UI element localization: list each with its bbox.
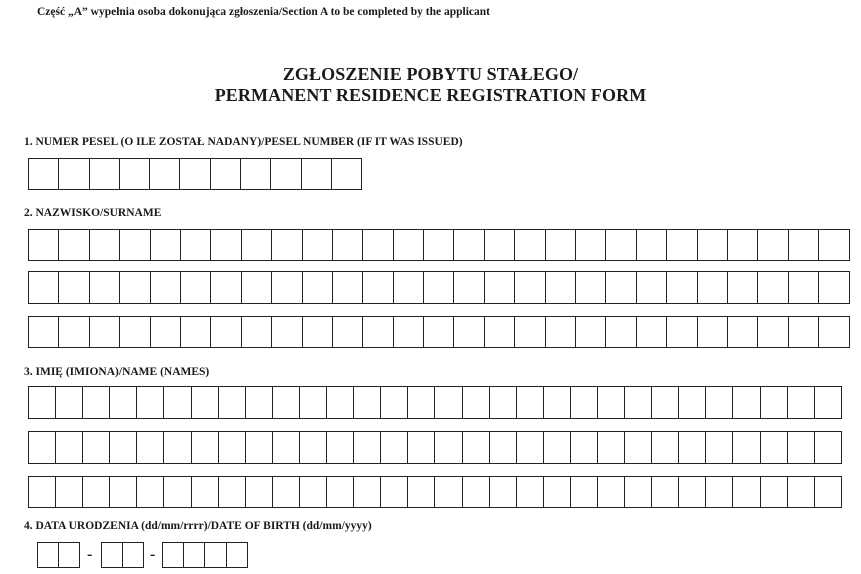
character-box[interactable] — [380, 476, 408, 508]
character-box[interactable] — [516, 431, 544, 464]
form-title-english: PERMANENT RESIDENCE REGISTRATION FORM — [214, 85, 647, 105]
character-box[interactable] — [163, 476, 191, 508]
character-box[interactable] — [241, 229, 272, 261]
character-box[interactable] — [119, 271, 150, 304]
dob-separator-1: - — [87, 546, 93, 563]
character-box[interactable] — [28, 476, 56, 508]
character-box[interactable] — [119, 229, 150, 261]
character-box[interactable] — [727, 316, 758, 348]
character-box[interactable] — [651, 476, 679, 508]
character-box[interactable] — [818, 229, 849, 261]
character-box[interactable] — [575, 229, 606, 261]
character-box[interactable] — [226, 542, 248, 568]
character-box[interactable] — [393, 271, 424, 304]
character-box[interactable] — [302, 229, 333, 261]
character-box[interactable] — [666, 316, 697, 348]
pesel-input-boxes[interactable] — [28, 158, 362, 190]
character-box[interactable] — [299, 476, 327, 508]
character-box[interactable] — [484, 271, 515, 304]
dob-day-boxes[interactable] — [37, 542, 80, 568]
character-box[interactable] — [489, 476, 517, 508]
character-box[interactable] — [150, 229, 181, 261]
character-box[interactable] — [302, 316, 333, 348]
character-box[interactable] — [210, 229, 241, 261]
character-box[interactable] — [58, 229, 89, 261]
character-box[interactable] — [624, 386, 652, 419]
character-box[interactable] — [122, 542, 144, 568]
character-box[interactable] — [678, 476, 706, 508]
character-box[interactable] — [240, 158, 271, 190]
character-box[interactable] — [788, 229, 819, 261]
character-box[interactable] — [241, 316, 272, 348]
character-box[interactable] — [101, 542, 123, 568]
character-box[interactable] — [697, 316, 728, 348]
character-box[interactable] — [818, 316, 849, 348]
character-box[interactable] — [636, 316, 667, 348]
character-box[interactable] — [597, 386, 625, 419]
character-box[interactable] — [353, 476, 381, 508]
character-box[interactable] — [326, 476, 354, 508]
character-box[interactable] — [89, 316, 120, 348]
character-box[interactable] — [58, 316, 89, 348]
dob-year-boxes[interactable] — [162, 542, 248, 568]
character-box[interactable] — [423, 271, 454, 304]
character-box[interactable] — [179, 158, 210, 190]
character-box[interactable] — [204, 542, 226, 568]
character-box[interactable] — [570, 431, 598, 464]
character-box[interactable] — [575, 271, 606, 304]
character-box[interactable] — [55, 386, 83, 419]
character-box[interactable] — [545, 229, 576, 261]
character-box[interactable] — [514, 229, 545, 261]
character-box[interactable] — [271, 316, 302, 348]
character-box[interactable] — [697, 271, 728, 304]
character-box[interactable] — [757, 316, 788, 348]
form-title-polish: ZGŁOSZENIE POBYTU STAŁEGO/ — [282, 64, 579, 84]
character-box[interactable] — [109, 431, 137, 464]
character-box[interactable] — [727, 271, 758, 304]
character-box[interactable] — [666, 271, 697, 304]
character-box[interactable] — [705, 476, 733, 508]
character-box[interactable] — [241, 271, 272, 304]
character-box[interactable] — [271, 271, 302, 304]
character-box[interactable] — [210, 158, 241, 190]
character-box[interactable] — [570, 386, 598, 419]
character-box[interactable] — [136, 431, 164, 464]
character-box[interactable] — [732, 431, 760, 464]
character-box[interactable] — [434, 386, 462, 419]
character-box[interactable] — [109, 386, 137, 419]
character-box[interactable] — [218, 431, 246, 464]
names-input-row-1[interactable] — [28, 386, 842, 419]
character-box[interactable] — [732, 386, 760, 419]
character-box[interactable] — [636, 229, 667, 261]
character-box[interactable] — [666, 229, 697, 261]
pesel-label: 1. NUMER PESEL (O ILE ZOSTAŁ NADANY)/PESEL NUMBER (IF IT WAS ISSUED) — [24, 136, 463, 148]
character-box[interactable] — [302, 271, 333, 304]
character-box[interactable] — [332, 316, 363, 348]
character-box[interactable] — [150, 271, 181, 304]
character-box[interactable] — [332, 229, 363, 261]
character-box[interactable] — [89, 229, 120, 261]
character-box[interactable] — [514, 271, 545, 304]
character-box[interactable] — [605, 229, 636, 261]
character-box[interactable] — [818, 271, 849, 304]
surname-input-row-3[interactable] — [28, 316, 850, 348]
character-box[interactable] — [597, 431, 625, 464]
character-box[interactable] — [624, 431, 652, 464]
character-box[interactable] — [434, 476, 462, 508]
character-box[interactable] — [516, 476, 544, 508]
dob-separator-2: - — [150, 546, 156, 563]
character-box[interactable] — [605, 316, 636, 348]
character-box[interactable] — [163, 431, 191, 464]
character-box[interactable] — [183, 542, 205, 568]
character-box[interactable] — [760, 386, 788, 419]
section-a-note: Część „A” wypełnia osoba dokonująca zgłoszenia/Section A to be completed by the applicant — [37, 6, 490, 18]
character-box[interactable] — [453, 229, 484, 261]
character-box[interactable] — [423, 229, 454, 261]
character-box[interactable] — [705, 431, 733, 464]
character-box[interactable] — [180, 271, 211, 304]
names-label: 3. IMIĘ (IMIONA)/NAME (NAMES) — [24, 366, 210, 378]
character-box[interactable] — [624, 476, 652, 508]
character-box[interactable] — [597, 476, 625, 508]
character-box[interactable] — [245, 476, 273, 508]
character-box[interactable] — [28, 229, 59, 261]
character-box[interactable] — [119, 158, 150, 190]
character-box[interactable] — [543, 476, 571, 508]
surname-label: 2. NAZWISKO/SURNAME — [24, 207, 162, 219]
character-box[interactable] — [757, 229, 788, 261]
names-input-row-3[interactable] — [28, 476, 842, 508]
character-box[interactable] — [270, 158, 301, 190]
character-box[interactable] — [58, 542, 80, 568]
character-box[interactable] — [136, 476, 164, 508]
character-box[interactable] — [191, 386, 219, 419]
character-box[interactable] — [58, 158, 89, 190]
character-box[interactable] — [380, 431, 408, 464]
character-box[interactable] — [484, 316, 515, 348]
character-box[interactable] — [705, 386, 733, 419]
names-input-row-2[interactable] — [28, 431, 842, 464]
character-box[interactable] — [545, 316, 576, 348]
character-box[interactable] — [787, 431, 815, 464]
character-box[interactable] — [732, 476, 760, 508]
character-box[interactable] — [407, 476, 435, 508]
character-box[interactable] — [393, 316, 424, 348]
character-box[interactable] — [210, 316, 241, 348]
character-box[interactable] — [462, 476, 490, 508]
character-box[interactable] — [82, 386, 110, 419]
character-box[interactable] — [362, 271, 393, 304]
character-box[interactable] — [570, 476, 598, 508]
character-box[interactable] — [489, 431, 517, 464]
character-box[interactable] — [651, 431, 679, 464]
character-box[interactable] — [788, 316, 819, 348]
character-box[interactable] — [37, 542, 59, 568]
character-box[interactable] — [218, 476, 246, 508]
character-box[interactable] — [89, 271, 120, 304]
character-box[interactable] — [191, 431, 219, 464]
character-box[interactable] — [575, 316, 606, 348]
character-box[interactable] — [245, 431, 273, 464]
character-box[interactable] — [788, 271, 819, 304]
character-box[interactable] — [210, 271, 241, 304]
character-box[interactable] — [697, 229, 728, 261]
character-box[interactable] — [636, 271, 667, 304]
character-box[interactable] — [393, 229, 424, 261]
character-box[interactable] — [82, 476, 110, 508]
character-box[interactable] — [218, 386, 246, 419]
character-box[interactable] — [82, 431, 110, 464]
character-box[interactable] — [423, 316, 454, 348]
character-box[interactable] — [299, 386, 327, 419]
character-box[interactable] — [28, 431, 56, 464]
character-box[interactable] — [760, 476, 788, 508]
character-box[interactable] — [380, 386, 408, 419]
character-box[interactable] — [180, 229, 211, 261]
character-box[interactable] — [353, 431, 381, 464]
character-box[interactable] — [28, 316, 59, 348]
character-box[interactable] — [453, 316, 484, 348]
character-box[interactable] — [180, 316, 211, 348]
character-box[interactable] — [28, 271, 59, 304]
character-box[interactable] — [678, 386, 706, 419]
character-box[interactable] — [362, 229, 393, 261]
character-box[interactable] — [484, 229, 515, 261]
character-box[interactable] — [150, 316, 181, 348]
character-box[interactable] — [326, 386, 354, 419]
character-box[interactable] — [191, 476, 219, 508]
character-box[interactable] — [109, 476, 137, 508]
character-box[interactable] — [89, 158, 120, 190]
character-box[interactable] — [58, 271, 89, 304]
character-box[interactable] — [55, 431, 83, 464]
character-box[interactable] — [299, 431, 327, 464]
character-box[interactable] — [55, 476, 83, 508]
surname-input-row-2[interactable] — [28, 271, 850, 304]
character-box[interactable] — [543, 431, 571, 464]
character-box[interactable] — [757, 271, 788, 304]
character-box[interactable] — [149, 158, 180, 190]
character-box[interactable] — [462, 431, 490, 464]
character-box[interactable] — [245, 386, 273, 419]
character-box[interactable] — [301, 158, 332, 190]
character-box[interactable] — [678, 431, 706, 464]
dob-label: 4. DATA URODZENIA (dd/mm/rrrr)/DATE OF BIRTH (dd/mm/yyyy) — [24, 520, 372, 532]
character-box[interactable] — [331, 158, 362, 190]
character-box[interactable] — [332, 271, 363, 304]
character-box[interactable] — [545, 271, 576, 304]
character-box[interactable] — [119, 316, 150, 348]
character-box[interactable] — [814, 476, 842, 508]
character-box[interactable] — [272, 386, 300, 419]
surname-input-row-1[interactable] — [28, 229, 850, 261]
character-box[interactable] — [353, 386, 381, 419]
character-box[interactable] — [462, 386, 490, 419]
character-box[interactable] — [136, 386, 164, 419]
character-box[interactable] — [760, 431, 788, 464]
dob-month-boxes[interactable] — [101, 542, 144, 568]
character-box[interactable] — [605, 271, 636, 304]
character-box[interactable] — [362, 316, 393, 348]
character-box[interactable] — [162, 542, 184, 568]
character-box[interactable] — [326, 431, 354, 464]
character-box[interactable] — [514, 316, 545, 348]
character-box[interactable] — [814, 431, 842, 464]
character-box[interactable] — [543, 386, 571, 419]
character-box[interactable] — [271, 229, 302, 261]
character-box[interactable] — [727, 229, 758, 261]
character-box[interactable] — [787, 386, 815, 419]
character-box[interactable] — [163, 386, 191, 419]
character-box[interactable] — [453, 271, 484, 304]
character-box[interactable] — [489, 386, 517, 419]
character-box[interactable] — [516, 386, 544, 419]
character-box[interactable] — [787, 476, 815, 508]
character-box[interactable] — [814, 386, 842, 419]
character-box[interactable] — [272, 431, 300, 464]
character-box[interactable] — [434, 431, 462, 464]
character-box[interactable] — [28, 386, 56, 419]
character-box[interactable] — [272, 476, 300, 508]
character-box[interactable] — [651, 386, 679, 419]
character-box[interactable] — [407, 431, 435, 464]
character-box[interactable] — [28, 158, 59, 190]
character-box[interactable] — [407, 386, 435, 419]
